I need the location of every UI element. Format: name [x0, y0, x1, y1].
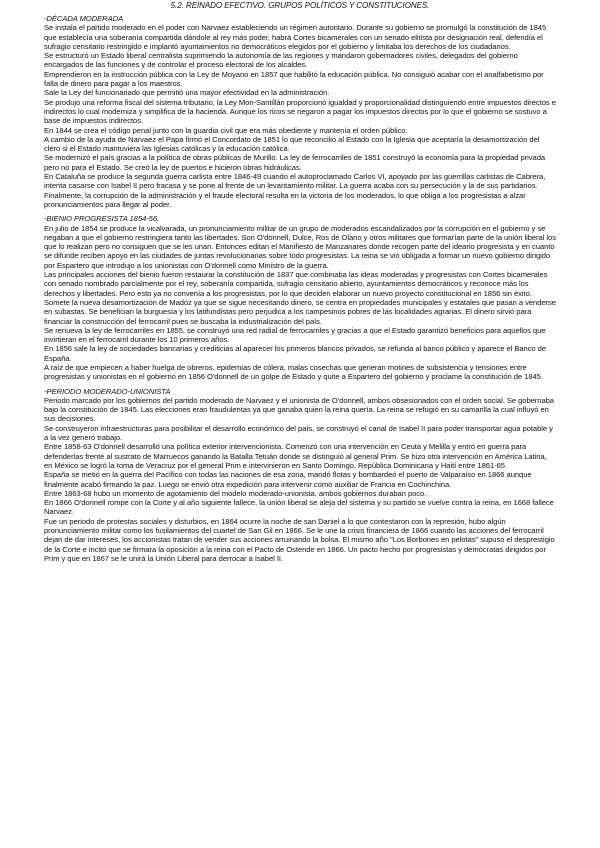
- paragraph: En julio de 1854 se produce la vicalvarada, un pronunciamiento militar de un grupo de moderados escandalizados por la corrupción en el gobierno y se negaban a que el gobierno restringiera tanto las libertades. Son O'donnell, Dulce, Ros de Olano y otros militares que formarían parte de la unión liberal los que lo realizan pero no consiguen que se les unan. Entonces editan el Manifiesto de Manzanares donde recogen parte del ideario progresista y en cuanto se difunde reciben apoyo en las ciudades de juntas revolucionarias sobre todo progresistas. La reina se vió obligada a formar un nuevo gobierno dirigido por Espartero que introdujo a los unionistas con O'donnell como Ministro de la guerra.: [44, 223, 556, 270]
- document-page: [44, 0, 556, 568]
- paragraph: A cambio de la ayuda de Narvaez el Papa firmó el Concordato de 1851 lo que reconcilió al Estado con la Iglesia que aceptaría la desamortización del clero si el Estado mantuviera las Iglesias católicas y la educación católica.: [44, 134, 540, 154]
- paragraph: Se instala el partido moderado en el poder con Narvaez estableciendo un régimen autoritario. Durante su gobierno se promulgó la constitución de 1845 que establecía una soberanía compartida dándole al rey más poder, habrá Cortes bicamerales con un senado elitista por designación real, defendía el sufragio censitario restringido e implantó ayuntamientos no democráticos elegidos por el gobierno y limitaba los derechos de los ciudadanos.: [44, 23, 547, 51]
- paragraph: En 1866 O'donnell rompe con la Corte y al año siguiente fallece, la unión liberal se aleja del sistema y su partido se vuelve contra la reina, en 1668 fallece Narvaez.: [44, 498, 554, 517]
- paragraph: Entre 1858-63 O'donnell desarrolló una política exterior intervencionista. Comenzó con una intervención en Ceuta y Melilla y entró en guerra para defenderlas frente al sustrato de Marruecos ganando la Batalla Tetuán donde se distinguió al general Prim. Se hizo otra intervención en América Latina, en México se logró la toma de Veracruz por el general Prim e intervinieron en Santo Domingo, República Dominicana y Haití entre 1861-65.: [44, 442, 547, 470]
- paragraph: Se estructuró un Estado liberal centralista suprimiendo la autonomía de las regiones y mandaron gobernadores civiles, delegados del gobierno encargados de las funciones y de controlar el proceso electoral de los alcaldes.: [44, 51, 518, 70]
- paragraph: Periodo marcado por los gobiernos del partido moderado de Narvaez y el unionista de O'donnell, ambos obsesionados con el orden social. Se gobernaba bajo la constitución de 1845. Las elecciones eran fraudulentas ya que ganaba quien la reina quería. La reina se refugió en su camarilla la cual influyó en sus decisiones.: [44, 395, 554, 424]
- section-bienio-progresista: [44, 214, 556, 381]
- paragraph: Finalmente, la corrupción de la administración y el fraude electoral resulta en la victoria de los moderados, lo que obliga a los progresistas a alzar pronunciamientos para llegar al poder.: [44, 190, 526, 209]
- paragraph: Emprendieron en la instrucción pública con la Ley de Moyano en 1857 que habilitó la educación pública. No consiguió acabar con el analfabetismo por falta de dinero para pagar a los maestros.: [44, 69, 544, 89]
- paragraph: En Cataluña se produce la segunda guerra carlista entre 1846-49 cuando el autoproclamado Carlos VI, apoyado por las guerrillas carlistas de Cabrera, intenta casarse con Isabel II pero fracasa y se pone al frente de un levantamiento militar. La guerra acaba con su persecución y la de sus partidarios.: [44, 172, 546, 191]
- paragraph: A raíz de que empiecen a haber huelga de obreros, epidemias de cólera, malas cosechas que generan motines de subsistencia y tensiones entre progresistas y unionistas en el gobierno en 1856 O'donnell de un golpe de Estado y quite a Espartero del gobierno y proclame la constitución de 1845.: [44, 362, 543, 382]
- paragraph: Se construyeron infraestructuras para posibilitar el desarrollo económico del país, se construyó el canal de Isabel II para poder transportar agua potable y a la vez generó trabajo.: [44, 423, 553, 443]
- document-title: 5.2. REINADO EFECTIVO. GRUPOS POLÍTICOS Y CONSTITUCIONES.: [170, 1, 430, 10]
- paragraph: España se metió en la guerra del Pacífico con todas las naciones de esa zona, mandó flotas y bombardeó el puerto de Valparaíso en 1866 aunque finalmente acabó firmando la paz. Luego se envió otra expedición para intervenir como auxiliar de Francia en Cochinchina.: [44, 470, 532, 489]
- section-heading: -PERIODO MODERADO-UNIONISTA: [44, 386, 171, 396]
- paragraph: Somete la nueva desamortización de Madóz ya que se sigue necesitando dinero, se centra en propiedades municipales y estatales que pasan a venderse en subastas. Se benefician la burguesía y los latifundistas pero perjudica a los campesinos pobres de las localidades agrarias. El dinero sirvió para financiar la construcción del ferrocarril pues se buscaba la industrialización del país.: [44, 297, 556, 326]
- paragraph: Se renueva la ley de ferrocarriles en 1855, se construyó una red radial de ferrocarriles y gracias a que el Estado garantizó beneficios para aquellos que invirtieran en el ferrocarril durante los 10 primeros años.: [44, 325, 546, 345]
- paragraph: En 1844 se crea el código penal junto con la guardia civil que era más obediente y mantenía el orden público.: [44, 125, 408, 135]
- paragraph: Se produjo una reforma fiscal del sistema tributario, la Ley Mon-Santillán proporcionó igualdad y proporcionalidad distinguiendo entre impuestos directos e indirectos lo cual moderniza y simplifica de la hacienda. Aunque los ricos se negaron a pagar los impuestos directos por lo que el gobierno se sostuvo a base de impuestos indirectos.: [44, 97, 556, 126]
- section-heading: -DÉCADA MODERADA: [44, 14, 124, 23]
- paragraph: Entre 1863-68 hubo un momento de agotamiento del modelo moderado-unionista, ambos gobiernos duraban poco.: [44, 488, 427, 498]
- paragraph: Sale la Ley del funcionariado que permitió una mayor efectividad en la administración.: [44, 88, 330, 98]
- section-periodo-moderado-unionista: [44, 387, 556, 564]
- section-heading: -BIENIO PROGRESISTA 1854-56.: [44, 214, 160, 224]
- paragraph: Se modernizó el país gracias a la política de obras públicas de Murillo. La ley de ferrocarriles de 1851 construyó la economía para la propiedad privada pero no para el Estado. Se creó la ley de puertos e hicieron obras hidráulicas.: [44, 153, 546, 172]
- paragraph: En 1856 sale la ley de sociedades bancarias y crediticias al aparecer los primeros blancos privados, se refunda al banco público y aparece el Banco de España.: [44, 344, 547, 363]
- paragraph: Las principales acciones del bienio fueron restaurar la constitución de 1837 que combinaba las ideas moderadas y progresistas con Cortes bicamerales con senado nombrado parcialmente por el rey, soberanía compartida, sufragio censitario abierto, ayuntamientos democráticos y reconoce más los derechos y libertades. Pero esto ya no convenía a los progresistas, por lo que deciden elaborar un nuevo proyecto constitucional en 1856 sin éxito.: [44, 270, 548, 298]
- section-decada-moderada: [44, 14, 556, 209]
- paragraph: Fue un periodo de protestas sociales y disturbios, en 1864 ocurre la noche de san Daniel a lo que contestaron con la represión, hubo algún pronunciamiento militar como los fusilamientos del cuartel de San Gil en 1866. Se le une la crisis financiera de 1866 cuando las acciones del ferrocarril dejan de dar intereses, los accionistas tratan de vender sus acciones arruinando la bolsa. El mismo año "Los Borbones en pelotas" supuso el desprestigio de la Corte e incitó que se firmara la oposición a la reina con el Pacto de Ostende en 1866. Un pacto hecho por progresistas y demócratas dirigidos por Prim y que en 1867 se le unirá la Unión Liberal para derrocar a Isabel II.: [44, 516, 555, 563]
